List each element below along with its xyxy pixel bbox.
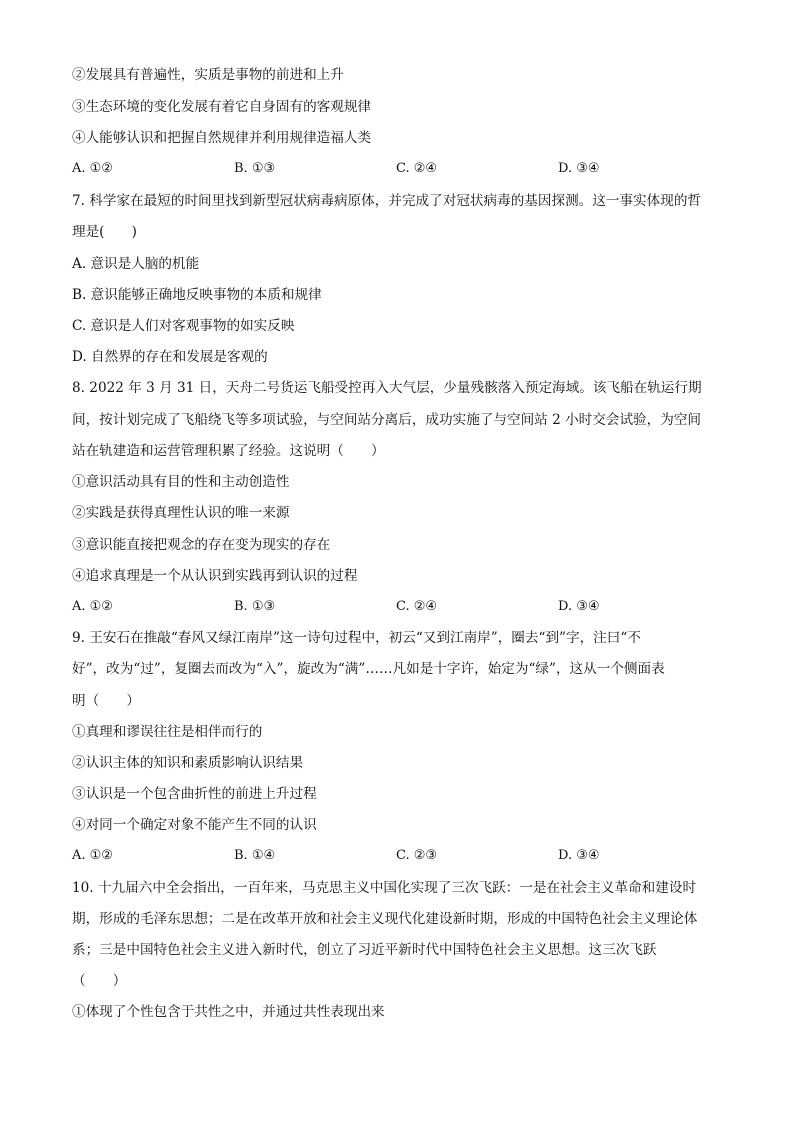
q6-option-c[interactable]: C. ②④ (396, 161, 438, 176)
q9-stem-line-1: 9. 王安石在推敲“春风又绿江南岸”这一诗句过程中，初云“又到江南岸”，圈去“到”字，注曰“不 (72, 630, 641, 646)
q9-statement-4: ④对同一个确定对象不能产生不同的认识 (72, 817, 317, 833)
q7-choice-a[interactable]: A. 意识是人脑的机能 (72, 256, 200, 272)
q8-statement-4: ④追求真理是一个从认识到实践再到认识的过程 (72, 568, 358, 584)
q8-statement-2: ②实践是获得真理性认识的唯一来源 (72, 505, 290, 521)
q7-stem-line-1: 7. 科学家在最短的时间里找到新型冠状病毒病原体，并完成了对冠状病毒的基因探测。这一事实体现的哲 (72, 193, 702, 209)
q8-statement-1: ①意识活动具有目的性和主动创造性 (72, 474, 290, 490)
q9-options (72, 846, 722, 866)
q8-stem-line-3: 站在轨建造和运营管理积累了经验。这说明（ ） (72, 443, 385, 459)
q6-option-b[interactable]: B. ①③ (234, 161, 276, 176)
q8-options (72, 597, 722, 617)
q9-option-c[interactable]: C. ②③ (396, 848, 438, 863)
q10-stem-line-4: （ ） (72, 973, 127, 989)
q6-option-a[interactable]: A. ①② (72, 161, 113, 176)
q10-statement-1: ①体现了个性包含于共性之中，并通过共性表现出来 (72, 1004, 385, 1020)
q7-stem-line-2: 理是( ) (72, 224, 137, 240)
q8-option-b[interactable]: B. ①③ (234, 599, 276, 614)
q9-stem-line-3: 明（ ） (72, 693, 140, 709)
q9-option-a[interactable]: A. ①② (72, 848, 113, 863)
q6-option-d[interactable]: D. ③④ (558, 161, 600, 176)
q6-options (72, 159, 722, 179)
q8-option-c[interactable]: C. ②④ (396, 599, 438, 614)
q6-statement-4: ④人能够认识和把握自然规律并利用规律造福人类 (72, 130, 372, 146)
q9-statement-3: ③认识是一个包含曲折性的前进上升过程 (72, 786, 317, 802)
q9-option-d[interactable]: D. ③④ (558, 848, 600, 863)
q6-statement-2: ②发展具有普遍性，实质是事物的前进和上升 (72, 67, 344, 83)
q7-choice-d[interactable]: D. 自然界的存在和发展是客观的 (72, 349, 268, 365)
q9-option-b[interactable]: B. ①④ (234, 848, 276, 863)
q7-choice-c[interactable]: C. 意识是人们对客观事物的如实反映 (72, 318, 295, 334)
q8-stem-line-2: 间，按计划完成了飞船绕飞等多项试验，与空间站分离后，成功实施了与空间站 2 小时交会试验，为空间 (72, 412, 702, 428)
q6-statement-3: ③生态环境的变化发展有着它自身固有的客观规律 (72, 99, 372, 115)
q10-stem-line-3: 系；三是中国特色社会主义进入新时代，创立了习近平新时代中国特色社会主义思想。这三次飞跃 (72, 942, 657, 958)
q9-statement-2: ②认识主体的知识和素质影响认识结果 (72, 755, 304, 771)
q10-stem-line-1: 10. 十九届六中全会指出，一百年来，马克思主义中国化实现了三次飞跃：一是在社会主义革命和建设时 (72, 880, 697, 896)
q9-statement-1: ①真理和谬误往往是相伴而行的 (72, 724, 263, 740)
q8-option-d[interactable]: D. ③④ (558, 599, 600, 614)
q10-stem-line-2: 期，形成的毛泽东思想；二是在改革开放和社会主义现代化建设新时期，形成的中国特色社会主义理论体 (72, 911, 698, 927)
q9-stem-line-2: 好”，改为“过”，复圈去而改为“入”，旋改为“满”……凡如是十字许，始定为“绿”，这从一个侧面表 (72, 661, 665, 677)
q8-stem-line-1: 8. 2022 年 3 月 31 日，天舟二号货运飞船受控再入大气层，少量残骸落入预定海域。该飞船在轨运行期 (72, 380, 702, 396)
q8-option-a[interactable]: A. ①② (72, 599, 113, 614)
q7-choice-b[interactable]: B. 意识能够正确地反映事物的本质和规律 (72, 287, 322, 303)
q8-statement-3: ③意识能直接把观念的存在变为现实的存在 (72, 537, 331, 553)
